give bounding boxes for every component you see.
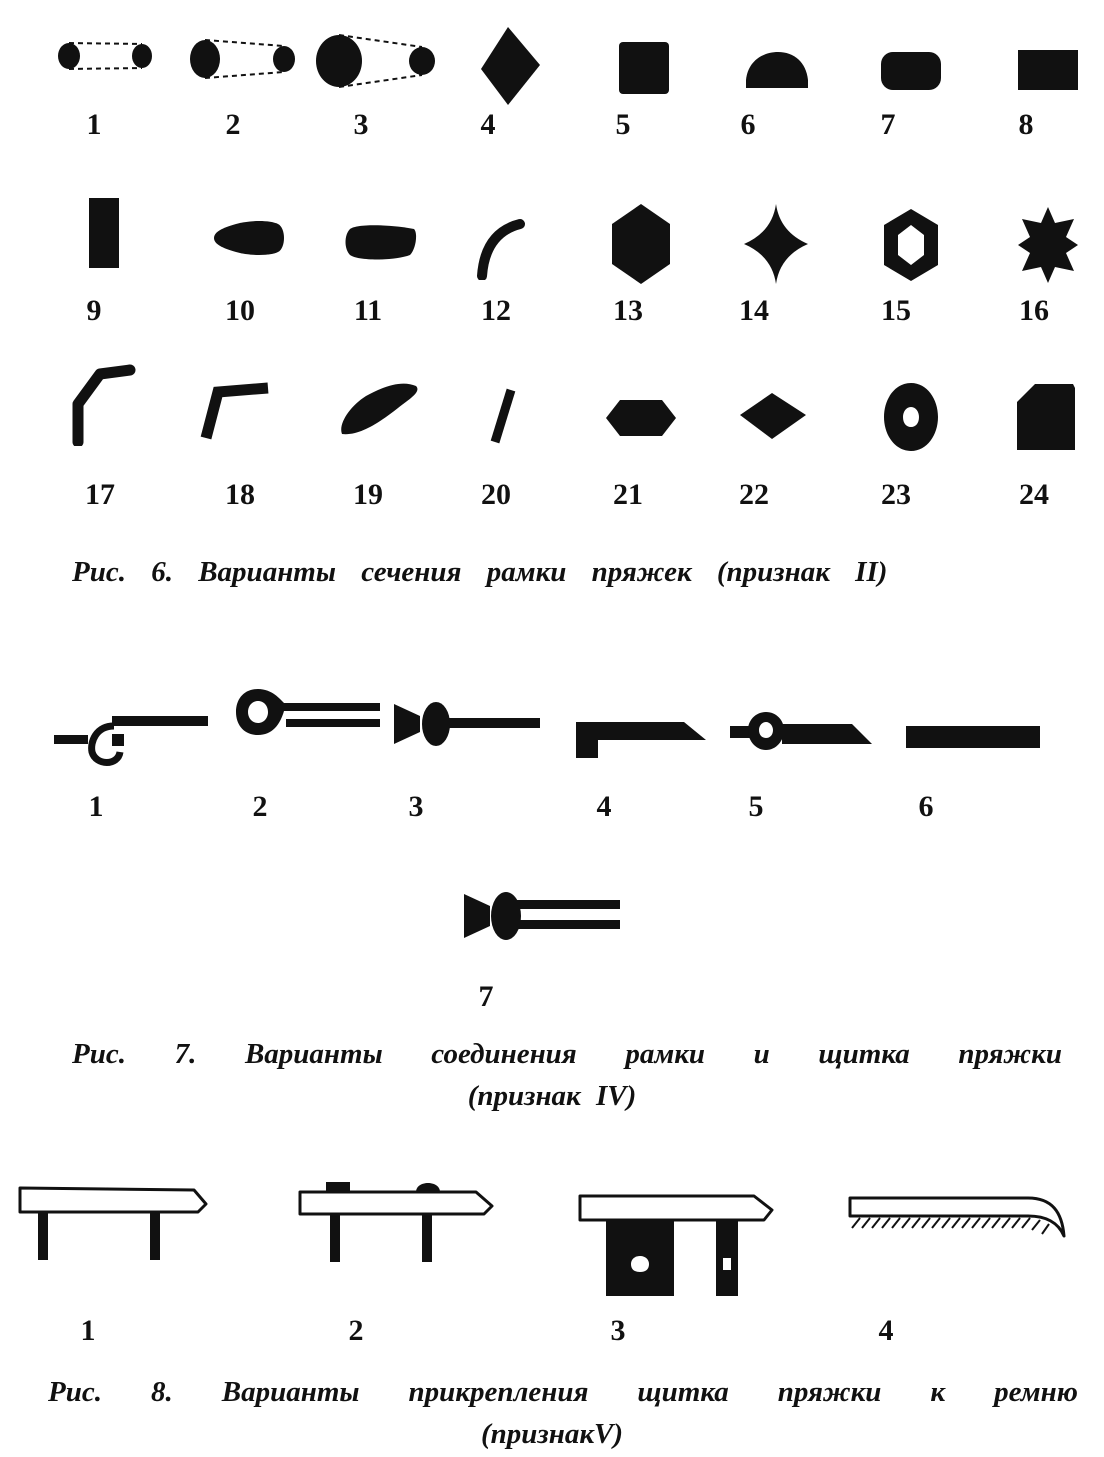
joint-label: 2 (252, 790, 268, 823)
caption-word: 8. (150, 1376, 173, 1408)
section-21-elongated-hexagon-icon (604, 396, 678, 440)
section-24-cut-corner-square-icon (1013, 382, 1079, 454)
section-label: 11 (353, 294, 383, 327)
caption-word: щитка (818, 1038, 910, 1070)
section-5-square-icon (617, 40, 673, 98)
section-20-slash-icon (485, 384, 519, 448)
joint-label: 6 (918, 790, 934, 823)
section-label: 12 (481, 294, 511, 327)
section-10-teardrop-icon (210, 218, 286, 258)
caption-word: 7. (174, 1038, 197, 1070)
section-4-rhombus-icon (478, 25, 544, 107)
section-label: 21 (613, 478, 643, 511)
section-18-angle-icon (198, 378, 274, 442)
section-label: 2 (225, 108, 241, 141)
attachment-3-plates-icon (576, 1194, 778, 1300)
attachment-2-rivets-icon (296, 1176, 496, 1266)
section-16-star-icon (1016, 205, 1080, 285)
section-label: 16 (1019, 294, 1049, 327)
section-label: 5 (615, 108, 631, 141)
attachment-label: 1 (80, 1314, 96, 1347)
caption-word: щитка (637, 1376, 729, 1408)
caption-number: 6. (151, 556, 173, 588)
section-label: 18 (225, 478, 255, 511)
section-label: 10 (225, 294, 255, 327)
section-label: 13 (613, 294, 643, 327)
caption-word: ремню (994, 1376, 1078, 1408)
section-label: 15 (881, 294, 911, 327)
caption-word: пряжки (958, 1038, 1062, 1070)
section-12-arc-icon (474, 218, 530, 280)
section-label: 17 (85, 478, 115, 511)
section-23-ring-icon (880, 379, 942, 455)
joint-label: 1 (88, 790, 104, 823)
section-9-tall-rect-icon (86, 195, 122, 271)
section-label: 14 (739, 294, 769, 327)
figure-8-caption-line-2: (признакV) (480, 1418, 624, 1450)
section-label: 23 (881, 478, 911, 511)
section-label: 6 (740, 108, 756, 141)
section-label: 8 (1018, 108, 1034, 141)
section-7-rounded-rect-icon (878, 50, 944, 92)
section-19-crescent-icon (336, 378, 424, 438)
caption-word: Рис. (48, 1376, 102, 1408)
joint-5-ring-icon (728, 708, 876, 754)
figure-8-caption-line-1 (48, 1376, 1078, 1409)
section-11-wedge-icon (344, 221, 420, 263)
section-label: 1 (86, 108, 102, 141)
caption-word: к (930, 1376, 946, 1408)
caption-word: соединения (431, 1038, 577, 1070)
figure-6-caption (72, 556, 1062, 589)
section-label: 24 (1019, 478, 1049, 511)
joint-label: 7 (478, 980, 494, 1013)
caption-word: рамки (625, 1038, 706, 1070)
joint-label: 5 (748, 790, 764, 823)
section-22-rhombus-icon (738, 391, 808, 441)
attachment-label: 4 (878, 1314, 894, 1347)
attachment-label: 3 (610, 1314, 626, 1347)
section-label: 7 (880, 108, 896, 141)
joint-7-double-bar-icon (462, 888, 624, 944)
joint-3-knuckle-icon (392, 698, 542, 750)
section-15-hollow-hexagon-icon (880, 207, 942, 283)
caption-word: и (753, 1038, 770, 1070)
section-label: 9 (86, 294, 102, 327)
joint-2-loop-icon (232, 685, 384, 745)
section-13-hexagon-icon (608, 202, 674, 286)
caption-prefix: Рис. (72, 556, 126, 588)
section-8-rectangle-icon (1015, 48, 1081, 92)
joint-label: 3 (408, 790, 424, 823)
section-1-chain-icon (55, 35, 155, 80)
section-2-chain-icon (188, 35, 298, 85)
section-label: 3 (353, 108, 369, 141)
attachment-1-two-pins-icon (18, 1186, 210, 1264)
section-label: 4 (480, 108, 496, 141)
attachment-label: 2 (348, 1314, 364, 1347)
caption-word: пряжки (777, 1376, 882, 1408)
caption-word: Варианты (221, 1376, 360, 1408)
figure-7-caption-line-2: (признак IV) (467, 1080, 637, 1112)
attachment-4-hatched-plate-icon (846, 1192, 1070, 1246)
section-3-chain-icon (314, 32, 439, 90)
caption-word: Рис. (72, 1038, 126, 1070)
section-label: 22 (739, 478, 769, 511)
joint-4-plate-icon (574, 716, 710, 762)
caption-word: прикрепления (408, 1376, 589, 1408)
section-label: 20 (481, 478, 511, 511)
caption-text: Варианты сечения рамки пряжек (признак II) (198, 556, 888, 588)
joint-1-hook-icon (52, 708, 212, 770)
section-label: 19 (353, 478, 383, 511)
joint-label: 4 (596, 790, 612, 823)
section-6-half-round-icon (744, 50, 810, 90)
figure-7-caption-line-1 (72, 1038, 1062, 1071)
section-17-angle-icon (66, 364, 136, 446)
caption-word: Варианты (244, 1038, 383, 1070)
joint-6-bar-icon (904, 724, 1042, 752)
section-14-star-icon (742, 202, 810, 286)
